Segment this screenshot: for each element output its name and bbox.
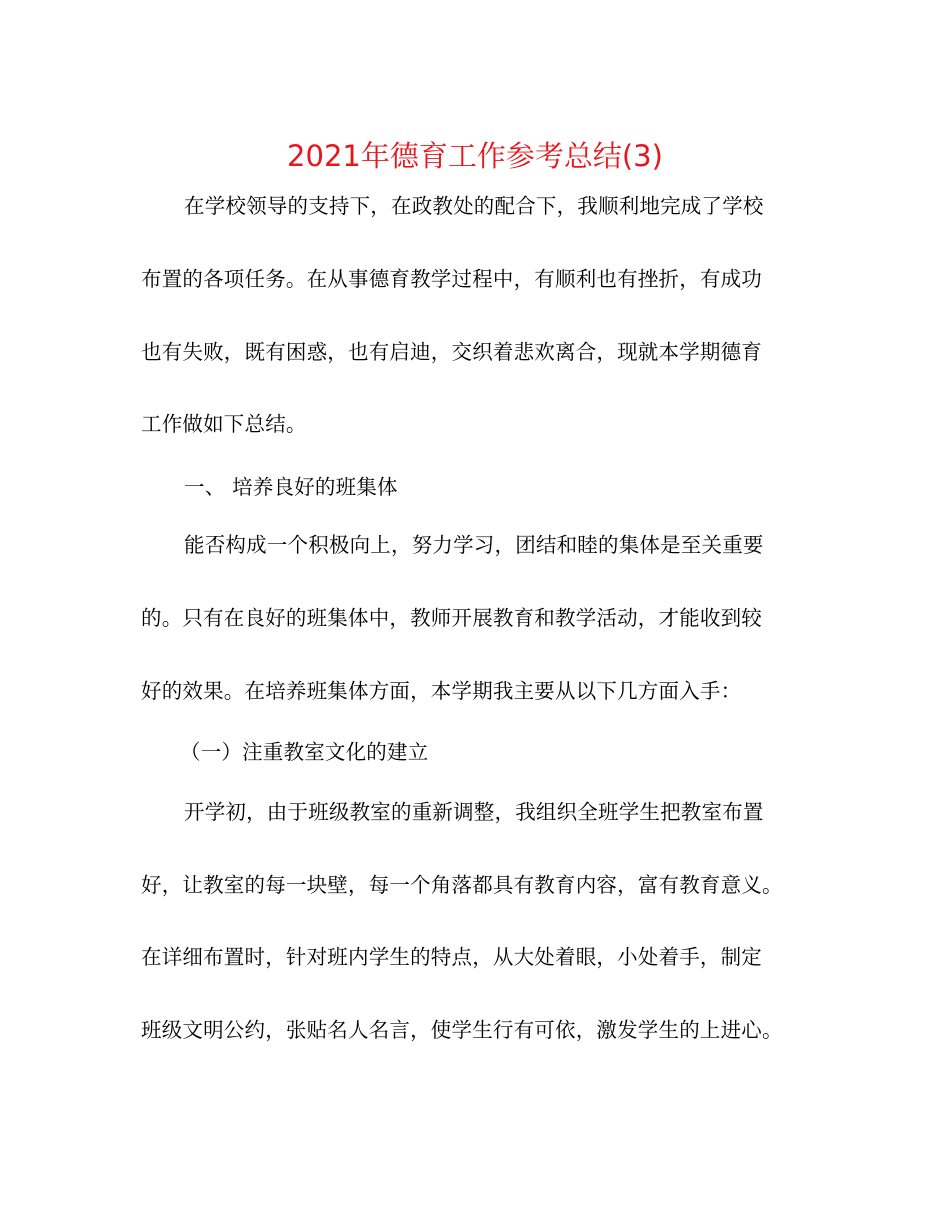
document-title: 2021年德育工作参考总结(3): [287, 139, 663, 173]
paragraph-line: 的。只有在良好的班集体中，教师开展教育和教学活动，才能收到较: [141, 606, 762, 630]
paragraph-line: 能否构成一个积极向上，努力学习，团结和睦的集体是至关重要: [184, 533, 764, 557]
section-heading: 一、 培养良好的班集体: [184, 475, 398, 499]
paragraph-line: 也有失败，既有困惑，也有启迪，交织着悲欢离合，现就本学期德育: [141, 340, 762, 364]
paragraph-line: 布置的各项任务。在从事德育教学过程中，有顺利也有挫折，有成功: [141, 267, 762, 291]
paragraph-line: 好，让教室的每一块壁，每一个角落都具有教育内容，富有教育意义。: [141, 873, 783, 897]
paragraph-line: 在学校领导的支持下，在政教处的配合下，我顺利地完成了学校: [184, 194, 764, 218]
paragraph-line: 开学初，由于班级教室的重新调整，我组织全班学生把教室布置: [184, 800, 764, 824]
paragraph-line: 在详细布置时，针对班内学生的特点，从大处着眼，小处着手，制定: [141, 945, 762, 969]
paragraph-line: 班级文明公约，张贴名人名言，使学生行有可依，激发学生的上进心。: [141, 1018, 783, 1042]
subsection-heading: （一）注重教室文化的建立: [180, 740, 429, 764]
paragraph-line: 好的效果。在培养班集体方面，本学期我主要从以下几方面入手：: [141, 679, 742, 703]
paragraph-line: 工作做如下总结。: [141, 412, 307, 436]
